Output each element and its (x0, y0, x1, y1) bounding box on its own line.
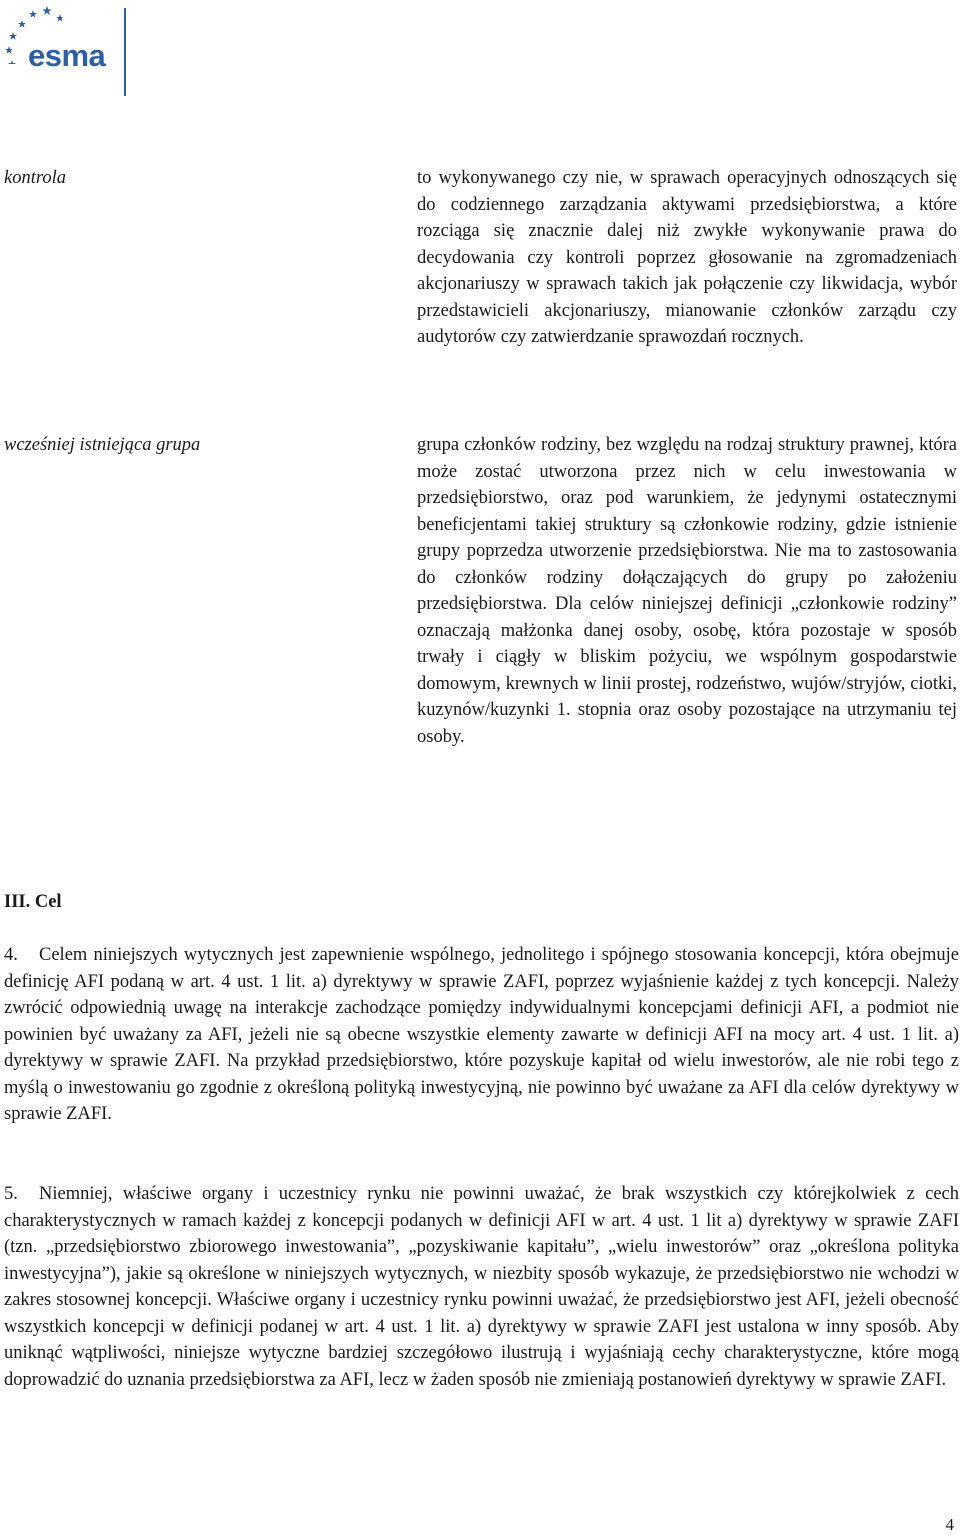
numbered-paragraph (4, 1181, 959, 1393)
page-number: 4 (945, 1515, 954, 1534)
paragraph-number: 4. (4, 945, 18, 965)
paragraph-text: Niemniej, właściwe organy i uczestnicy rynku nie powinni uważać, że brak wszystkich czy którejkolwiek z cech charakterystycznych w ramach każdej z koncepcji podanych w definicji AFI w art. 4 ust. 1 lit a) dyrektywy w sprawie ZAFI (tzn. „przedsiębiorstwo zbiorowego inwestowania”, „pozyskiwanie kapitału”, „wielu inwestorów” oraz „określona polityka inwestycyjna”), jakie są określone w niniejszych wytycznych, w niezbity sposób wykazuje, że przedsiębiorstwo nie wchodzi w zakres stosownej koncepcji. Właściwe organy i uczestnicy rynku powinni uważać, że przedsiębiorstwo jest AFI, jeżeli obecność wszystkich koncepcji w definicji podanej w art. 4 ust. 1 lit. a) dyrektywy w sprawie ZAFI jest ustalona w inny sposób. Aby uniknąć wątpliwości, niniejsze wytyczne bardziej szczegółowo ilustrują i wyjaśniają cechy charakterystyczne, które mogą doprowadzić do uznania przedsiębiorstwa za AFI, lecz w żaden sposób nie zmieniają postanowień dyrektywy w sprawie ZAFI. (4, 1184, 959, 1390)
definition-term: wcześniej istniejąca grupa (4, 435, 201, 455)
paragraph-number: 5. (4, 1184, 18, 1204)
esma-logo (2, 4, 130, 96)
paragraph-text: Celem niniejszych wytycznych jest zapewnienie wspólnego, jednolitego i spójnego stosowania koncepcji, która obejmuje definicję AFI podaną w art. 4 ust. 1 lit. a) dyrektywy w sprawie ZAFI, poprzez wyjaśnienie każdej z tych koncepcji. Należy zwrócić odpowiednią uwagę na interakcje zachodzące pomiędzy indywidualnymi koncepcjami definicji AFI, a podmiot nie powinien być uważany za AFI, jeżeli nie są obecne wszystkie elementy zawarte w definicji AFI na mocy art. 4 ust. 1 lit. a) dyrektywy w sprawie ZAFI. Na przykład przedsiębiorstwo, które pozyskuje kapitał od wielu inwestorów, ale nie robi tego z myślą o inwestowaniu go zgodnie z określoną polityką inwestycyjną, nie powinno być uważane za AFI dla celów dyrektywy w sprawie ZAFI. (4, 945, 959, 1124)
definition-text: to wykonywanego czy nie, w sprawach operacyjnych odnoszących się do codziennego zarządzania aktywami przedsiębiorstwa, a które rozciąga się znacznie dalej niż zwykłe wykonywanie prawa do decydowania czy kontroli poprzez głosowanie na zgromadzeniach akcjonariuszy w sprawach takich jak połączenie czy likwidacja, wybór przedstawicieli akcjonariuszy, mianowanie członków zarządu czy audytorów czy zatwierdzanie sprawozdań rocznych. (417, 168, 957, 347)
numbered-paragraph (4, 942, 959, 1128)
section-heading: III. Cel (4, 892, 62, 912)
definition-term: kontrola (4, 168, 67, 188)
logo-divider (124, 8, 126, 96)
definition-text: grupa członków rodziny, bez względu na rodzaj struktury prawnej, która może zostać utworzona przez nich w celu inwestowania w przedsiębiorstwo, oraz pod warunkiem, że jedynymi ostatecznymi beneficjentami takiej struktury są członkowie rodziny, gdzie istnienie grupy poprzedza utworzenie przedsiębiorstwa. Nie ma to zastosowania do członków rodziny dołączających do grupy po założeniu przedsiębiorstwa. Dla celów niniejszej definicji „członkowie rodziny” oznaczają małżonka danej osoby, osobę, która pozostaje w sposób trwały i ciągły w bliskim pożyciu, we wspólnym gospodarstwie domowym, krewnych w linii prostej, rodzeństwo, wujów/stryjów, ciotki, kuzynów/kuzynki 1. stopnia oraz osoby pozostające na utrzymaniu tej osoby. (417, 435, 957, 747)
logo-wordmark: esma (28, 38, 106, 73)
